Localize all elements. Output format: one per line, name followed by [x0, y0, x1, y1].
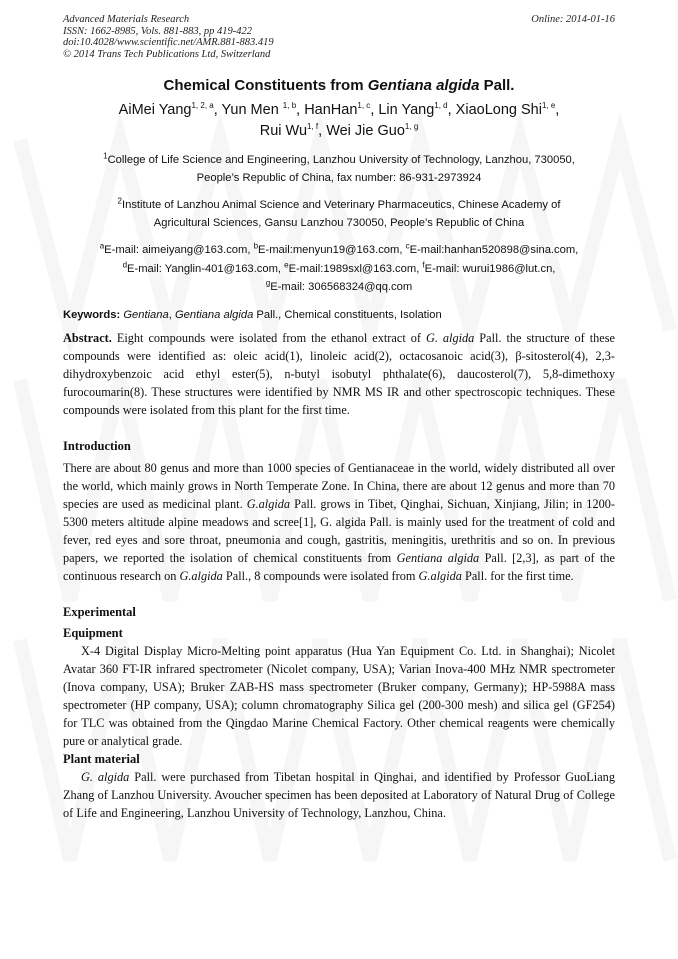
author-name: , XiaoLong Shi [447, 102, 542, 118]
plant-material-paragraph [63, 768, 615, 822]
author-name: AiMei Yang [118, 102, 192, 118]
author-name: , Wei Jie Guo [318, 123, 405, 139]
affiliation-2 [63, 196, 615, 232]
species-italic: G.algida [179, 568, 223, 583]
affil-line: Institute of Lanzhou Animal Science and Veterinary Pharmaceutics, Chinese Academy of [122, 199, 561, 211]
email-sup: g [265, 278, 271, 288]
author-affil-sup: 1, f [307, 122, 319, 132]
subsection-heading-equipment: Equipment [63, 625, 123, 640]
affil-line: People’s Republic of China, fax number: 86-931-2973924 [196, 172, 482, 184]
abstract-text: Eight compounds were isolated from the ethanol extract of [111, 330, 426, 345]
species-italic: Gentiana algida [396, 550, 480, 565]
species-italic: G.algida [418, 568, 462, 583]
email-sup: f [422, 259, 425, 269]
plant-text: Pall. were purchased from Tibetan hospital in Qinghai, and identified by Professor GuoLiang Zhang of Lanzhou University. Avoucher specimen has been deposited at Laboratory of Natural Drug of College of Life and Engineering, Lanzhou University of Technology, Lanzhou, China. [63, 769, 615, 820]
email-list [63, 241, 615, 297]
journal-name: Advanced Materials Research [63, 14, 190, 25]
email-link[interactable]: E-mail: wurui1986@lut.cn, [424, 262, 556, 275]
affil-sup: 2 [117, 196, 122, 206]
affil-line: Agricultural Sciences, Gansu Lanzhou 730050, People’s Republic of China [153, 217, 525, 229]
intro-text: There are about 80 genus and more than 1000 species of Gentianaceae in the world, widely distributed all over the world, which mainly grows in North Temperate Zone. In China, there are about 12 genus and more than 70 species are used as medicinal plant. [63, 460, 615, 511]
email-sup: c [405, 241, 410, 251]
species-italic: G.algida [246, 496, 291, 511]
doi-line: doi:10.4028/www.scientific.net/AMR.881-883.419 [63, 37, 274, 48]
keyword-italic: Gentiana algida [174, 308, 254, 321]
email-sup: e [284, 259, 289, 269]
author-affil-sup: 1, e [541, 101, 556, 111]
author-name: , Lin Yang [370, 102, 435, 118]
affil-line: College of Life Science and Engineering, Lanzhou University of Technology, Lanzhou, 730050, [107, 154, 575, 166]
author-affil-sup: 1, b [282, 101, 297, 111]
email-link[interactable]: E-mail:menyun19@163.com, [258, 244, 406, 256]
intro-text: Pall. for the first time. [461, 568, 574, 583]
paper-title [63, 76, 615, 95]
affil-sup: 1 [103, 151, 108, 161]
keywords-label: Keywords: [63, 308, 121, 321]
intro-text: Pall., 8 compounds were isolated from [222, 568, 419, 583]
online-date: Online: 2014-01-16 [531, 14, 615, 25]
section-heading-experimental: Experimental [63, 604, 136, 619]
title-suffix: Pall. [479, 77, 515, 94]
keywords [63, 308, 615, 323]
keyword-sep: , [168, 308, 175, 321]
author-separator: , [555, 102, 560, 118]
title-species: Gentiana algida [367, 77, 480, 94]
journal-header [63, 14, 615, 60]
email-link[interactable]: E-mail: 306568324@qq.com [270, 281, 413, 293]
author-name: , Yun Men [213, 102, 283, 118]
keyword-italic: Gentiana [123, 308, 169, 321]
abstract-text: Pall. the structure of these compounds were identified as: oleic acid(1), linoleic acid(2), octacosanoic acid(3), β-sitosterol(4), 2,3-dihydroxybenzoic acid ethyl ester(5), n-butyl isobutyl phthalate(6), daucosterol(7), 5,8-dimethoxy furocoumarin(8). These structures were identified by NMR MS IR and other spectroscopic techniques. These compounds were isolated from this plant for the first time. [63, 330, 615, 417]
email-sup: a [99, 241, 105, 251]
email-link[interactable]: E-mail:1989sxl@163.com, [288, 262, 423, 275]
intro-text: Pall. grows in Tibet, Qinghai, Sichuan, Xinjiang, Jilin; in 1200-5300 meters altitude alpine meadows and scree[1], G. algida Pall. is mainly used for the treatment of cold and fever, red eyes and sore throat, pneumonia and cough, gastritis, meningitis, urethritis and so on. In previous papers, we reported the isolation of chemical constituents from [63, 496, 615, 565]
species-italic: G. algida [425, 330, 475, 345]
author-affil-sup: 1, 2, a [191, 101, 214, 111]
issn-line: ISSN: 1662-8985, Vols. 881-883, pp 419-422 [63, 25, 252, 37]
email-sup: b [253, 241, 259, 251]
copyright-line: © 2014 Trans Tech Publications Ltd, Switzerland [63, 48, 271, 60]
author-affil-sup: 1, g [404, 122, 419, 132]
equipment-paragraph: X-4 Digital Display Micro-Melting point apparatus (Hua Yan Equipment Co. Ltd. in Shanghai); Nicolet Avatar 360 FT-IR infrared spectrometer (Nicolet company, USA); Varian Inova-400 MHz NMR spectrometer (Inova company, USA); Bruker ZAB-HS mass spectrometer (Bruker company, Germany); HP-5988A mass spectrometer (HP company, USA); column chromatography Silica gel (200-300 mesh) and silica gel (GF254) for TLC was obtained from the Qingdao Marine Chemical Factory. Other chemical reagents were chemically pure or analytical grade. [63, 643, 615, 748]
author-name: Rui Wu [259, 123, 308, 139]
email-link[interactable]: E-mail:hanhan520898@sina.com, [409, 244, 579, 256]
author-affil-sup: 1, d [434, 101, 448, 111]
introduction-paragraph [63, 459, 615, 585]
abstract [63, 329, 615, 419]
email-sup: d [122, 259, 128, 269]
email-link[interactable]: E-mail: aimeiyang@163.com, [104, 244, 254, 256]
section-heading-introduction: Introduction [63, 438, 131, 453]
subsection-heading-plant-material: Plant material [63, 751, 140, 766]
affiliation-1 [63, 151, 615, 187]
intro-text: Pall. [2,3], as part of the continuous research on [63, 550, 615, 583]
author-affil-sup: 1, c [357, 101, 371, 111]
author-name: , HanHan [296, 102, 358, 118]
keyword-rest: Pall., Chemical constituents, Isolation [253, 308, 442, 321]
email-link[interactable]: E-mail: Yanglin-401@163.com, [127, 262, 285, 275]
author-list [63, 100, 615, 142]
title-text: Chemical Constituents from [163, 77, 368, 94]
abstract-label: Abstract. [63, 330, 112, 345]
species-italic: G. algida [81, 769, 130, 784]
